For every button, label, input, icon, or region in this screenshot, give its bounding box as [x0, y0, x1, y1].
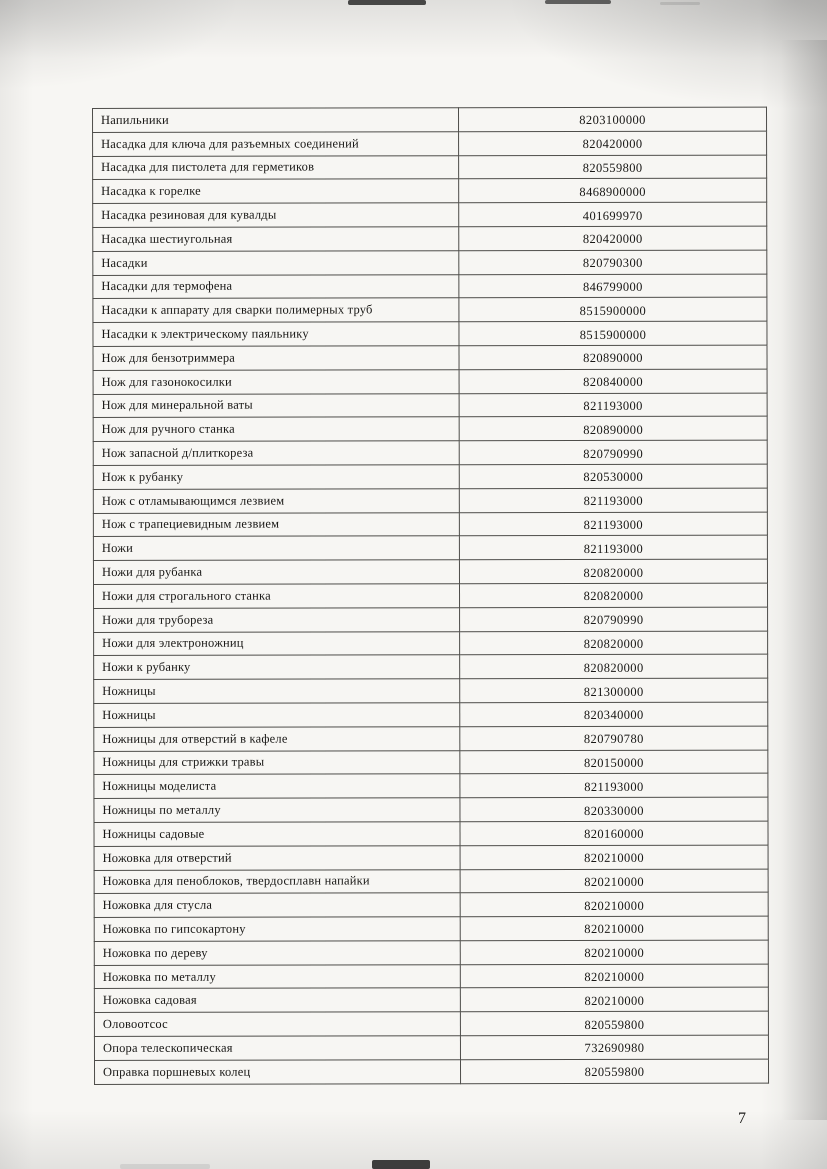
code-cell: 820160000 — [460, 821, 768, 845]
table-row — [93, 274, 767, 299]
tool-name-cell: Насадки для термофена — [93, 274, 459, 299]
tool-name-cell: Нож для бензотриммера — [93, 346, 459, 371]
tool-name-cell: Насадки к аппарату для сварки полимерных труб — [93, 298, 459, 323]
table-row — [94, 607, 768, 632]
table-body — [93, 107, 769, 1084]
code-cell: 820420000 — [459, 131, 767, 155]
code-cell: 820420000 — [459, 226, 767, 250]
table-row — [93, 535, 767, 560]
scan-artifact — [545, 0, 611, 4]
code-cell: 820820000 — [460, 654, 768, 678]
table-row — [93, 155, 767, 180]
code-cell: 821300000 — [460, 678, 768, 702]
table-row — [93, 559, 767, 584]
table-row — [93, 369, 767, 394]
code-cell: 8515900000 — [459, 321, 767, 345]
tool-name-cell: Ножовка для стусла — [94, 893, 460, 918]
table-row — [94, 821, 768, 846]
code-cell: 820210000 — [460, 940, 768, 964]
table-row — [93, 464, 767, 489]
code-cell: 820790990 — [460, 607, 768, 631]
table-row — [93, 393, 767, 418]
scan-artifact — [372, 1160, 430, 1169]
tool-name-cell: Ножи к рубанку — [94, 655, 460, 680]
table-row — [94, 631, 768, 656]
code-cell: 8515900000 — [459, 297, 767, 321]
tool-name-cell: Ножовка садовая — [94, 988, 460, 1013]
table-row — [94, 892, 768, 917]
scan-shadow-right-edge — [781, 40, 827, 1120]
tool-name-cell: Насадка шестиугольная — [93, 227, 459, 252]
table-row — [94, 916, 768, 941]
tool-name-cell: Нож с трапециевидным лезвием — [93, 512, 459, 537]
code-cell: 820210000 — [460, 964, 768, 988]
scan-shadow-top-left — [0, 0, 240, 90]
tool-name-cell: Ножницы для отверстий в кафеле — [94, 726, 460, 751]
code-cell: 820820000 — [459, 559, 767, 583]
table-row — [94, 726, 768, 751]
code-cell: 820790990 — [459, 440, 767, 464]
table-row — [94, 1035, 768, 1060]
table-row — [94, 988, 768, 1013]
table-row — [93, 202, 767, 227]
table-row — [93, 107, 767, 132]
tool-name-cell: Опора телескопическая — [94, 1036, 460, 1061]
table-row — [94, 702, 768, 727]
code-cell: 820840000 — [459, 369, 767, 393]
table-row — [93, 345, 767, 370]
code-cell: 8468900000 — [459, 178, 767, 202]
code-cell: 821193000 — [459, 512, 767, 536]
tool-name-cell: Ножницы по металлу — [94, 798, 460, 823]
codes-table — [92, 107, 769, 1085]
code-cell: 821193000 — [459, 393, 767, 417]
code-cell: 820210000 — [460, 869, 768, 893]
tool-name-cell: Ножи для электроножниц — [94, 631, 460, 656]
code-cell: 8203100000 — [459, 107, 767, 131]
scan-shadow-top-right — [507, 0, 827, 110]
table-row — [93, 297, 767, 322]
tool-name-cell: Нож для газонокосилки — [93, 369, 459, 394]
tool-name-cell: Ножи — [93, 536, 459, 561]
table-row — [94, 940, 768, 965]
table-row — [94, 773, 768, 798]
table-row — [93, 416, 767, 441]
code-cell: 820150000 — [460, 750, 768, 774]
code-cell: 821193000 — [459, 488, 767, 512]
code-cell: 821193000 — [460, 773, 768, 797]
tool-name-cell: Оловоотсос — [94, 1012, 460, 1037]
code-cell: 401699970 — [459, 202, 767, 226]
code-cell: 820559800 — [459, 155, 767, 179]
scan-artifact — [348, 0, 426, 5]
tool-name-cell: Ножницы для стрижки травы — [94, 750, 460, 775]
tool-name-cell: Ножницы садовые — [94, 822, 460, 847]
tool-name-cell: Ножовка по металлу — [94, 964, 460, 989]
code-cell: 820210000 — [460, 988, 768, 1012]
tool-name-cell: Ножницы — [94, 703, 460, 728]
tool-name-cell: Насадка для ключа для разъемных соединений — [93, 132, 459, 157]
table-row — [93, 488, 767, 513]
tool-name-cell: Ножовка по гипсокартону — [94, 917, 460, 942]
tool-name-cell: Ножовка по дереву — [94, 941, 460, 966]
table-row — [94, 654, 768, 679]
code-cell: 820210000 — [460, 916, 768, 940]
table-row — [93, 512, 767, 537]
code-cell: 820530000 — [459, 464, 767, 488]
tool-name-cell: Нож к рубанку — [93, 465, 459, 490]
tool-name-cell: Насадка резиновая для кувалды — [93, 203, 459, 228]
code-cell: 821193000 — [459, 535, 767, 559]
code-cell: 820559800 — [460, 1011, 768, 1035]
table-row — [94, 678, 768, 703]
tool-name-cell: Ножовка для пеноблоков, твердосплавн напайки — [94, 869, 460, 894]
tool-name-cell: Ножовка для отверстий — [94, 845, 460, 870]
code-cell: 820340000 — [460, 702, 768, 726]
code-cell: 820210000 — [460, 892, 768, 916]
table-row — [93, 131, 767, 156]
table-row — [93, 321, 767, 346]
tool-name-cell: Насадки — [93, 251, 459, 276]
tool-name-cell: Оправка поршневых колец — [94, 1060, 460, 1085]
tool-name-cell: Насадка для пистолета для герметиков — [93, 155, 459, 180]
table-row — [93, 583, 767, 608]
code-cell: 820890000 — [459, 416, 767, 440]
tool-name-cell: Нож для минеральной ваты — [93, 393, 459, 418]
code-cell: 820820000 — [460, 631, 768, 655]
tool-name-cell: Ножи для рубанка — [93, 560, 459, 585]
tool-name-cell: Ножи для строгального станка — [93, 584, 459, 609]
code-cell: 820559800 — [460, 1059, 768, 1083]
scan-artifact — [120, 1164, 210, 1169]
table-row — [94, 845, 768, 870]
tool-name-cell: Насадки к электрическому паяльнику — [93, 322, 459, 347]
code-cell: 820210000 — [460, 845, 768, 869]
table-row — [93, 178, 767, 203]
table-row — [94, 750, 768, 775]
tool-name-cell: Ножи для трубореза — [94, 607, 460, 632]
table-row — [93, 226, 767, 251]
tool-name-cell: Ножницы моделиста — [94, 774, 460, 799]
tool-name-cell: Нож для ручного станка — [93, 417, 459, 442]
table-row — [94, 869, 768, 894]
code-cell: 820820000 — [459, 583, 767, 607]
table-row — [93, 250, 767, 275]
code-cell: 820790300 — [459, 250, 767, 274]
table-row — [94, 797, 768, 822]
code-cell: 820790780 — [460, 726, 768, 750]
scan-artifact — [660, 2, 700, 5]
page-number: 7 — [738, 1110, 746, 1127]
table-row — [94, 964, 768, 989]
table-row — [93, 440, 767, 465]
table-row — [94, 1011, 768, 1036]
tool-name-cell: Нож с отламывающимся лезвием — [93, 488, 459, 513]
code-cell: 846799000 — [459, 274, 767, 298]
tool-name-cell: Нож запасной д/плиткореза — [93, 441, 459, 466]
code-cell: 820890000 — [459, 345, 767, 369]
tool-name-cell: Ножницы — [94, 679, 460, 704]
tool-name-cell: Насадка к горелке — [93, 179, 459, 204]
code-cell: 820330000 — [460, 797, 768, 821]
table-row — [94, 1059, 768, 1084]
code-cell: 732690980 — [460, 1035, 768, 1059]
tool-name-cell: Напильники — [93, 108, 459, 133]
